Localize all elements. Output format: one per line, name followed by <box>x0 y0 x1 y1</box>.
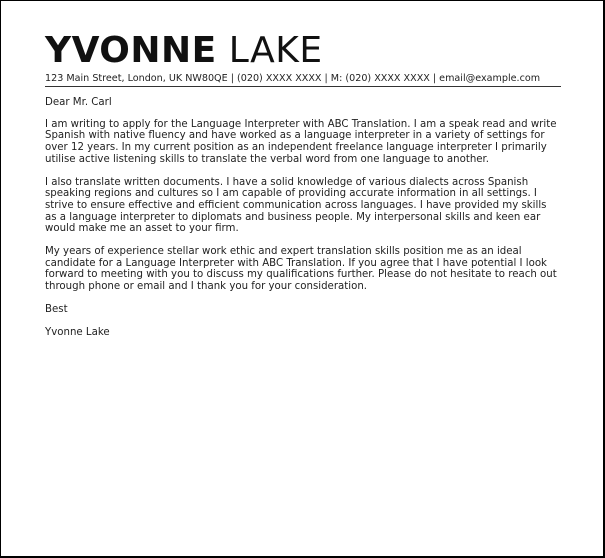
letter-body <box>45 97 561 349</box>
salutation: Dear Mr. Carl <box>45 97 112 108</box>
paragraph-introduction: I am writing to apply for the Language Interpreter with ABC Translation. I am a speak read and write Spanish with native fluency and have worked as a language interpreter in a variety of settings for over 12 years. In my current position as an independent freelance language interpreter I primarily utilise active listening skills to translate the verbal word from one language to another. <box>45 118 557 165</box>
signature: Yvonne Lake <box>45 326 110 338</box>
first-name: YVONNE <box>45 30 217 71</box>
paragraph-skills: I also translate written documents. I have a solid knowledge of various dialects across Spanish speaking regions and cultures so I am capable of providing accurate information in all settings. I strive to ensure effective and efficient communication across languages. I have provided my skills as a language interpreter to diplomats and business people. My interpersonal skills and keen ear would make me an asset to your firm. <box>45 176 547 235</box>
paragraph-conclusion: My years of experience stellar work ethic and expert translation skills position me as an ideal candidate for a Language Interpreter with ABC Translation. If you agree that I have potential I look forward to meeting with you to discuss my qualifications further. Please do not hesitate to reach out through phone or email and I thank you for your consideration. <box>45 246 557 293</box>
closing: Best <box>45 303 68 315</box>
header-divider <box>45 86 561 87</box>
applicant-name-heading <box>45 30 323 72</box>
contact-details: 123 Main Street, London, UK NW80QE | (020) XXXX XXXX | M: (020) XXXX XXXX | email@example.com <box>45 73 541 84</box>
last-name: LAKE <box>228 30 323 71</box>
